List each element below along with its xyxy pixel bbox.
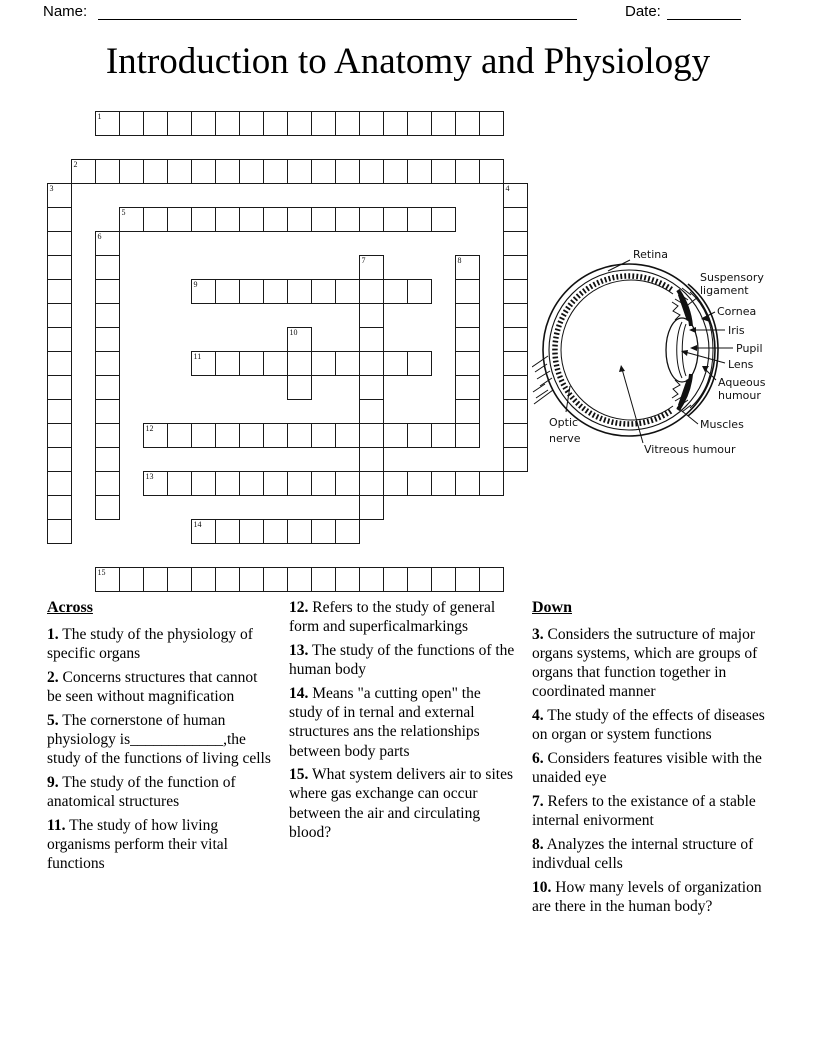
crossword-cell[interactable] — [95, 567, 120, 592]
crossword-cell[interactable] — [143, 207, 168, 232]
crossword-cell[interactable] — [287, 375, 312, 400]
crossword-cell[interactable] — [383, 351, 408, 376]
crossword-cell[interactable] — [191, 207, 216, 232]
crossword-cell[interactable] — [311, 471, 336, 496]
crossword-cell[interactable] — [167, 111, 192, 136]
crossword-cell[interactable] — [47, 447, 72, 472]
crossword-cell[interactable] — [143, 471, 168, 496]
clue-text: Refers to the study of general form and superficalmarkings — [289, 599, 496, 636]
crossword-cell[interactable] — [335, 471, 360, 496]
crossword-cell[interactable] — [215, 111, 240, 136]
clue-1 — [47, 625, 271, 663]
crossword-cell[interactable] — [47, 495, 72, 520]
crossword-cell[interactable] — [119, 111, 144, 136]
crossword-cell[interactable] — [359, 399, 384, 424]
clue-number: 1. — [47, 625, 59, 643]
crossword-cell[interactable] — [503, 279, 528, 304]
page-title: Introduction to Anatomy and Physiology — [105, 41, 711, 82]
crossword-cell[interactable] — [47, 519, 72, 544]
clue-number: 3. — [532, 625, 544, 643]
clue-number: 12. — [289, 599, 309, 616]
cell-clue-number: 15 — [97, 568, 106, 577]
clue-8 — [532, 835, 782, 873]
clue-11 — [47, 816, 271, 874]
clue-number: 2. — [47, 668, 59, 686]
clue-12 — [289, 598, 517, 636]
label-cornea: Cornea — [717, 305, 757, 318]
across-clues-list-1 — [47, 625, 271, 874]
crossword-cell[interactable] — [359, 471, 384, 496]
crossword-cell[interactable] — [407, 111, 432, 136]
clue-number: 15. — [289, 766, 309, 784]
suspensory-ligament-shape — [672, 302, 680, 320]
clue-text: What system delivers air to sites where gas exchange can occur between the air and circulating blood? — [289, 766, 513, 841]
cell-clue-number: 14 — [193, 520, 202, 529]
crossword-cell[interactable] — [287, 159, 312, 184]
crossword-cell[interactable] — [47, 183, 72, 208]
clue-text: The study of how living organisms perform their vital functions — [47, 816, 228, 873]
crossword-cell[interactable] — [455, 279, 480, 304]
label-iris: Iris — [728, 324, 745, 337]
crossword-cell[interactable] — [359, 375, 384, 400]
label-suspensory-ligament-2: ligament — [700, 284, 749, 297]
clue-number: 5. — [47, 711, 59, 729]
across-clues-column-2 — [289, 598, 517, 847]
crossword-cell[interactable] — [287, 351, 312, 376]
arrowhead-pupil — [690, 345, 697, 351]
date-blank-line[interactable] — [667, 19, 741, 20]
crossword-cell[interactable] — [287, 567, 312, 592]
crossword-cell[interactable] — [95, 255, 120, 280]
clue-13 — [289, 641, 517, 679]
crossword-cell[interactable] — [455, 327, 480, 352]
crossword-cell[interactable] — [47, 471, 72, 496]
across-heading: Across — [47, 599, 93, 616]
crossword-cell[interactable] — [455, 159, 480, 184]
crossword-cell[interactable] — [47, 231, 72, 256]
crossword-cell[interactable] — [311, 111, 336, 136]
crossword-cell[interactable] — [479, 159, 504, 184]
arrowhead-vitreous — [619, 365, 625, 372]
crossword-cell[interactable] — [503, 327, 528, 352]
clue-number: 11. — [47, 816, 66, 834]
clue-number: 13. — [289, 641, 309, 659]
crossword-cell[interactable] — [503, 375, 528, 400]
cell-clue-number: 1 — [97, 112, 102, 121]
crossword-cell[interactable] — [359, 351, 384, 376]
crossword-cell[interactable] — [335, 207, 360, 232]
crossword-cell[interactable] — [167, 207, 192, 232]
crossword-cell[interactable] — [239, 111, 264, 136]
crossword-cell[interactable] — [95, 471, 120, 496]
crossword-cell[interactable] — [47, 351, 72, 376]
crossword-cell[interactable] — [503, 231, 528, 256]
clue-text: Analyzes the internal structure of indivdual cells — [532, 836, 754, 873]
crossword-cell[interactable] — [287, 423, 312, 448]
crossword-cell[interactable] — [95, 447, 120, 472]
crossword-cell[interactable] — [311, 423, 336, 448]
cell-clue-number: 6 — [97, 232, 102, 241]
crossword-cell[interactable] — [95, 159, 120, 184]
crossword-cell[interactable] — [383, 279, 408, 304]
crossword-cell[interactable] — [47, 375, 72, 400]
crossword-cell[interactable] — [287, 207, 312, 232]
retina-lining — [555, 276, 671, 424]
crossword-cell[interactable] — [239, 279, 264, 304]
crossword-cell[interactable] — [263, 111, 288, 136]
crossword-cell[interactable] — [431, 159, 456, 184]
across-clues-list-2 — [289, 598, 517, 842]
crossword-cell[interactable] — [359, 423, 384, 448]
crossword-cell[interactable] — [455, 471, 480, 496]
clue-7 — [532, 792, 782, 830]
crossword-cell[interactable] — [95, 495, 120, 520]
crossword-cell[interactable] — [95, 423, 120, 448]
crossword-cell[interactable] — [239, 567, 264, 592]
crossword-cell[interactable] — [143, 423, 168, 448]
crossword-cell[interactable] — [95, 351, 120, 376]
crossword-cell[interactable] — [455, 423, 480, 448]
crossword-cell[interactable] — [503, 447, 528, 472]
crossword-cell[interactable] — [143, 111, 168, 136]
label-optic-nerve-1: Optic — [549, 416, 579, 429]
crossword-cell[interactable] — [263, 471, 288, 496]
crossword-cell[interactable] — [239, 351, 264, 376]
cell-clue-number: 10 — [289, 328, 298, 337]
crossword-cell[interactable] — [431, 207, 456, 232]
arrowhead-iris — [689, 327, 696, 333]
crossword-cell[interactable] — [239, 519, 264, 544]
crossword-cell[interactable] — [359, 279, 384, 304]
clue-6 — [532, 749, 782, 787]
clue-number: 6. — [532, 750, 544, 768]
down-clues-list — [532, 625, 782, 917]
clue-9 — [47, 773, 271, 811]
crossword-cell[interactable] — [143, 567, 168, 592]
crossword-cell[interactable] — [191, 279, 216, 304]
lens-fiber-line2 — [682, 324, 686, 376]
down-clues-column — [532, 598, 782, 921]
clue-4 — [532, 706, 782, 744]
crossword-cell[interactable] — [455, 303, 480, 328]
crossword-cell[interactable] — [359, 255, 384, 280]
crossword-cell[interactable] — [191, 567, 216, 592]
crossword-cell[interactable] — [407, 159, 432, 184]
crossword-cell[interactable] — [47, 279, 72, 304]
crossword-cell[interactable] — [359, 303, 384, 328]
crossword-cell[interactable] — [431, 471, 456, 496]
crossword-cell[interactable] — [239, 471, 264, 496]
crossword-cell[interactable] — [47, 423, 72, 448]
leader-vitreous — [622, 369, 643, 443]
crossword-cell[interactable] — [431, 111, 456, 136]
crossword-cell[interactable] — [455, 111, 480, 136]
lens-fiber-line — [677, 322, 682, 378]
crossword-cell[interactable] — [191, 111, 216, 136]
clue-number: 4. — [532, 707, 544, 725]
crossword-cell[interactable] — [503, 303, 528, 328]
crossword-cell[interactable] — [119, 567, 144, 592]
crossword-cell[interactable] — [503, 351, 528, 376]
crossword-cell[interactable] — [239, 159, 264, 184]
cell-clue-number: 2 — [73, 160, 78, 169]
clue-number: 7. — [532, 793, 544, 811]
crossword-cell[interactable] — [287, 111, 312, 136]
crossword-cell[interactable] — [191, 423, 216, 448]
clue-text: Means "a cutting open" the study of in ternal and external structures ans the relationships between body parts — [289, 684, 481, 760]
crossword-cell[interactable] — [335, 519, 360, 544]
cell-clue-number: 7 — [361, 256, 366, 265]
crossword-cell[interactable] — [503, 399, 528, 424]
clue-text: The cornerstone of human physiology is____________,the study of the functions of living cells — [47, 711, 271, 768]
crossword-cell[interactable] — [95, 303, 120, 328]
crossword-cell[interactable] — [119, 159, 144, 184]
crossword-cell[interactable] — [47, 255, 72, 280]
clue-text: How many levels of organization are there in the human body? — [532, 878, 762, 916]
crossword-cell[interactable] — [167, 567, 192, 592]
crossword-cell[interactable] — [311, 351, 336, 376]
crossword-cell[interactable] — [263, 279, 288, 304]
clue-3 — [532, 625, 782, 702]
crossword-cell[interactable] — [455, 351, 480, 376]
crossword-cell[interactable] — [503, 183, 528, 208]
crossword-cell[interactable] — [479, 567, 504, 592]
crossword-cell[interactable] — [287, 327, 312, 352]
crossword-cell[interactable] — [383, 567, 408, 592]
crossword-cell[interactable] — [215, 423, 240, 448]
suspensory-ligament-shape-lower — [672, 380, 680, 398]
crossword-cell[interactable] — [311, 519, 336, 544]
clue-number: 14. — [289, 684, 309, 702]
crossword-cell[interactable] — [191, 351, 216, 376]
crossword-cell[interactable] — [215, 471, 240, 496]
crossword-cell[interactable] — [383, 471, 408, 496]
crossword-cell[interactable] — [359, 159, 384, 184]
cell-clue-number: 4 — [505, 184, 510, 193]
cell-clue-number: 9 — [193, 280, 198, 289]
crossword-cell[interactable] — [311, 159, 336, 184]
crossword-cell[interactable] — [95, 399, 120, 424]
crossword-cell[interactable] — [407, 351, 432, 376]
label-vitreous-humour: Vitreous humour — [644, 443, 736, 456]
crossword-cell[interactable] — [263, 351, 288, 376]
crossword-cell[interactable] — [47, 327, 72, 352]
crossword-cell[interactable] — [167, 159, 192, 184]
sclera-outer-outline — [543, 264, 715, 436]
clue-15 — [289, 765, 517, 842]
sclera-inner-outline — [549, 270, 709, 430]
crossword-cell[interactable] — [455, 255, 480, 280]
crossword-cell[interactable] — [287, 519, 312, 544]
name-label: Name: — [43, 3, 88, 20]
cell-clue-number: 3 — [49, 184, 54, 193]
clue-number: 10. — [532, 878, 552, 896]
crossword-cell[interactable] — [311, 567, 336, 592]
label-suspensory-ligament-1: Suspensory — [700, 271, 764, 284]
crossword-cell[interactable] — [263, 159, 288, 184]
crossword-cell[interactable] — [407, 471, 432, 496]
arrowhead-aqueous — [702, 366, 709, 372]
crossword-grid — [47, 111, 557, 621]
crossword-cell[interactable] — [455, 375, 480, 400]
crossword-cell[interactable] — [431, 567, 456, 592]
crossword-cell[interactable] — [215, 351, 240, 376]
crossword-cell[interactable] — [503, 255, 528, 280]
label-retina: Retina — [633, 248, 668, 261]
crossword-cell[interactable] — [263, 567, 288, 592]
clue-text: The study of the effects of diseases on organ or system functions — [532, 707, 765, 744]
crossword-cell[interactable] — [215, 519, 240, 544]
crossword-cell[interactable] — [455, 567, 480, 592]
retina-inner-line — [561, 280, 673, 420]
crossword-cell[interactable] — [407, 423, 432, 448]
crossword-cell[interactable] — [215, 159, 240, 184]
crossword-cell[interactable] — [239, 423, 264, 448]
crossword-cell[interactable] — [191, 159, 216, 184]
crossword-cell[interactable] — [263, 519, 288, 544]
crossword-cell[interactable] — [143, 159, 168, 184]
crossword-cell[interactable] — [335, 279, 360, 304]
crossword-cell[interactable] — [383, 423, 408, 448]
cell-clue-number: 12 — [145, 424, 154, 433]
clue-number: 8. — [532, 836, 544, 854]
crossword-cell[interactable] — [335, 567, 360, 592]
crossword-cell[interactable] — [95, 111, 120, 136]
label-optic-nerve-2: nerve — [549, 432, 581, 445]
crossword-cell[interactable] — [95, 279, 120, 304]
clue-text: The study of the functions of the human body — [289, 641, 515, 679]
clue-5 — [47, 711, 271, 769]
crossword-cell[interactable] — [335, 111, 360, 136]
crossword-cell[interactable] — [359, 567, 384, 592]
leader-lens — [685, 352, 725, 363]
eye-diagram — [532, 240, 812, 462]
crossword-cell[interactable] — [239, 207, 264, 232]
cell-clue-number: 13 — [145, 472, 154, 481]
crossword-cell[interactable] — [359, 207, 384, 232]
crossword-cell[interactable] — [167, 423, 192, 448]
crossword-cell[interactable] — [335, 159, 360, 184]
cell-clue-number: 5 — [121, 208, 126, 217]
crossword-cell[interactable] — [503, 423, 528, 448]
clue-14 — [289, 684, 517, 761]
clue-text: Considers the sutructure of major organs systems, which are groups of organs that function together in coordinated manner — [532, 625, 758, 701]
crossword-cell[interactable] — [215, 279, 240, 304]
crossword-cell[interactable] — [191, 519, 216, 544]
crossword-cell[interactable] — [263, 207, 288, 232]
crossword-cell[interactable] — [359, 111, 384, 136]
label-muscles: Muscles — [700, 418, 744, 431]
crossword-cell[interactable] — [311, 207, 336, 232]
crossword-cell[interactable] — [407, 279, 432, 304]
crossword-cell[interactable] — [47, 303, 72, 328]
crossword-cell[interactable] — [287, 471, 312, 496]
crossword-cell[interactable] — [263, 423, 288, 448]
cell-clue-number: 8 — [457, 256, 462, 265]
clue-text: The study of the function of anatomical structures — [47, 773, 236, 811]
crossword-cell[interactable] — [383, 159, 408, 184]
clue-2 — [47, 668, 271, 706]
crossword-cell[interactable] — [359, 495, 384, 520]
crossword-cell[interactable] — [215, 567, 240, 592]
label-pupil: Pupil — [736, 342, 763, 355]
crossword-cell[interactable] — [95, 375, 120, 400]
crossword-cell[interactable] — [383, 111, 408, 136]
across-clues-column-1 — [47, 598, 271, 878]
crossword-cell[interactable] — [359, 447, 384, 472]
date-label: Date: — [625, 3, 661, 20]
crossword-cell[interactable] — [95, 327, 120, 352]
crossword-cell[interactable] — [95, 231, 120, 256]
clue-text: Refers to the existance of a stable internal enivorment — [532, 793, 756, 830]
label-aqueous-humour-1: Aqueous — [718, 376, 766, 389]
crossword-cell[interactable] — [191, 471, 216, 496]
crossword-cell[interactable] — [47, 399, 72, 424]
crossword-cell[interactable] — [407, 207, 432, 232]
crossword-cell[interactable] — [47, 207, 72, 232]
crossword-cell[interactable] — [71, 159, 96, 184]
crossword-cell[interactable] — [359, 327, 384, 352]
crossword-cell[interactable] — [311, 279, 336, 304]
crossword-cell[interactable] — [479, 111, 504, 136]
crossword-cell[interactable] — [407, 567, 432, 592]
clue-text: The study of the physiology of specific organs — [47, 625, 253, 663]
cell-clue-number: 11 — [193, 352, 202, 361]
crossword-cell[interactable] — [503, 207, 528, 232]
crossword-cell[interactable] — [287, 279, 312, 304]
crossword-cell[interactable] — [431, 423, 456, 448]
crossword-cell[interactable] — [479, 471, 504, 496]
label-lens: Lens — [728, 358, 754, 371]
name-blank-line[interactable] — [98, 19, 577, 20]
crossword-cell[interactable] — [335, 423, 360, 448]
crossword-cell[interactable] — [119, 207, 144, 232]
crossword-cell[interactable] — [215, 207, 240, 232]
clue-number: 9. — [47, 773, 59, 791]
crossword-cell[interactable] — [335, 351, 360, 376]
label-aqueous-humour-2: humour — [718, 389, 761, 402]
crossword-cell[interactable] — [167, 471, 192, 496]
clue-text: Concerns structures that cannot be seen without magnification — [47, 668, 258, 705]
crossword-cell[interactable] — [455, 399, 480, 424]
down-heading: Down — [532, 599, 573, 616]
crossword-cell[interactable] — [383, 207, 408, 232]
clue-text: Considers features visible with the unaided eye — [532, 750, 762, 787]
clue-10 — [532, 878, 782, 916]
